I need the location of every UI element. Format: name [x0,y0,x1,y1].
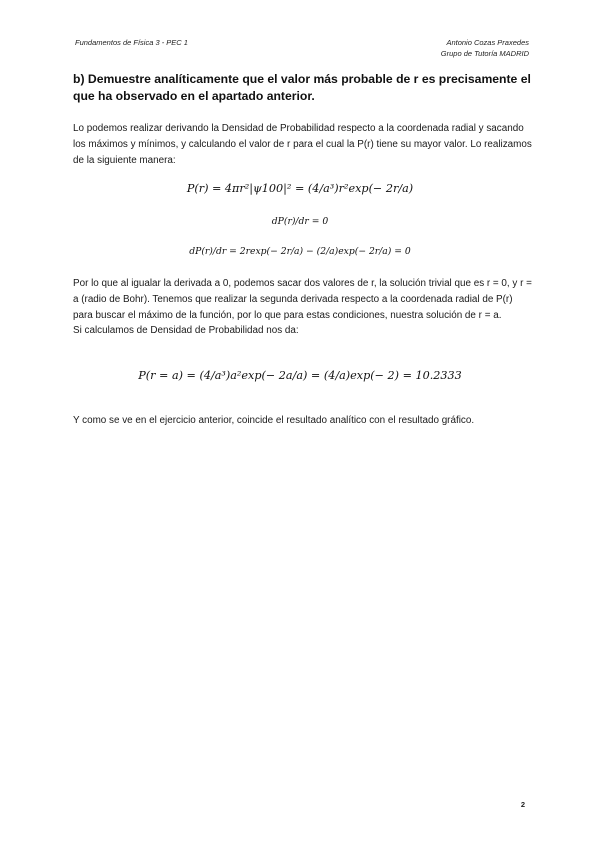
paragraph-solution-calc: Si calculamos de Densidad de Probabilidad nos da: [73,325,299,337]
paragraph-solution-text: Por lo que al igualar la derivada a 0, podemos sacar dos valores de r, la solución trivial que es r = 0, y r = a (radio de Bohr). Tenemos que realizar la segunda derivada respecto a la coordenada radial de P(r) para buscar el máximo de la función, por lo que para estas condiciones, nuestra solución de r = a. [73,278,532,321]
paragraph-method: Lo podemos realizar derivando la Densidad de Probabilidad respecto a la coordenada radial y sacando los máximos y mínimos, y calculando el valor de r para el cual la P(r) tiene su mayor valor. Lo realizamos de la siguiente manera: [73,123,532,166]
paragraph-solution [73,276,533,339]
equation-derivative-expanded: dP(r)/dr = 2rexp(− 2r/a) − (2/a)exp(− 2r/a) = 0 [189,246,411,257]
equation-derivative-zero: dP(r)/dr = 0 [271,216,329,227]
header-author-name: Antonio Cozas Praxedes [446,38,529,47]
page-number: 2 [520,800,525,809]
section-heading: b) Demuestre analíticamente que el valor más probable de r es precisamente el que ha observado en el apartado anterior. [73,72,531,103]
paragraph-conclusion: Y como se ve en el ejercicio anterior, coincide el resultado analítico con el resultado gráfico. [73,415,475,426]
header-course-title: Fundamentos de Física 3 - PEC 1 [75,38,188,47]
header-tutoring-group: Grupo de Tutoría MADRID [440,49,529,58]
equation-probability-density: P(r) = 4πr²|ψ100|² = (4/a³)r²exp(− 2r/a) [186,182,414,195]
header-author-block [441,37,529,59]
equation-probability-at-a: P(r = a) = (4/a³)a²exp(− 2a/a) = (4/a)exp(− 2) = 10.2333 [138,369,462,382]
